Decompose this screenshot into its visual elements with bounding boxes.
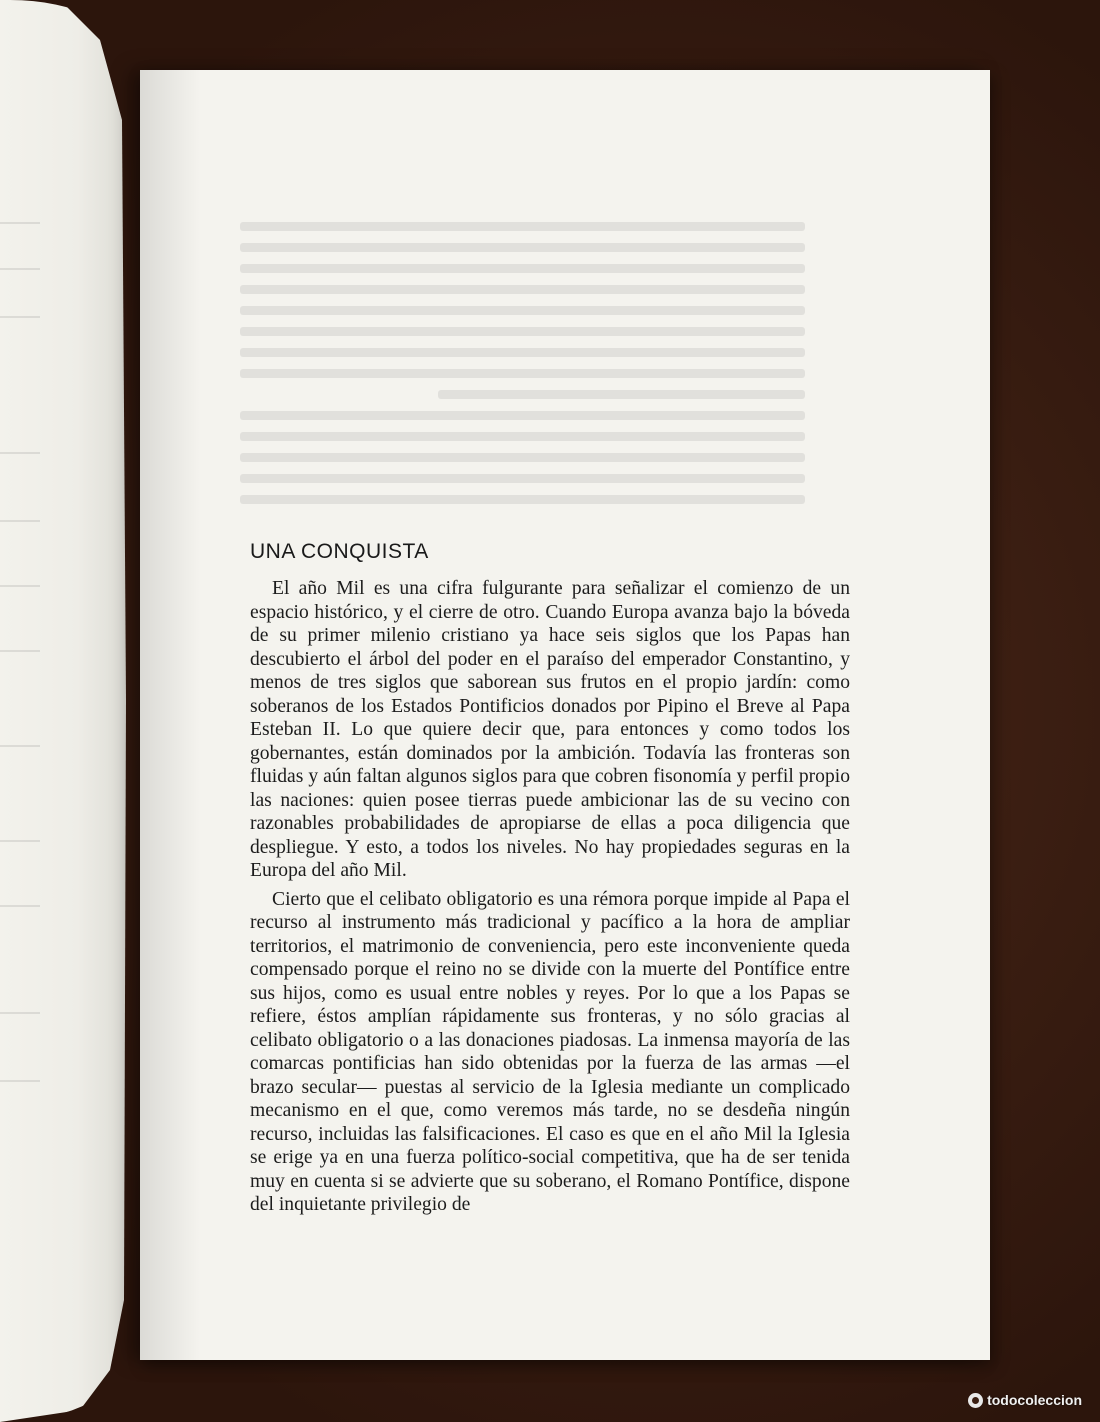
facing-page-edge xyxy=(0,0,130,1422)
bleed-line xyxy=(0,905,40,907)
bleed-line xyxy=(0,585,40,587)
bleed-line xyxy=(0,222,40,224)
show-through-text xyxy=(240,222,805,516)
bleed-line xyxy=(0,452,40,454)
site-watermark xyxy=(968,1392,1082,1408)
body-paragraph: Cierto que el celibato obligatorio es una rémora porque impide al Papa el recurso al instrumento más tradicional y pacífico a la hora de ampliar territorios, el matrimonio de conveniencia, pero este inconveniente queda compensado porque el reino no se divide con la muerte del Pontífice entre sus hijos, como es usual entre nobles y reyes. Por lo que a los Papas se refiere, éstos amplían rápidamente sus fronteras, y no sólo gracias al celibato obligatorio o a las donaciones piadosas. La inmensa mayoría de las comarcas pontificias han sido obtenidas por la fuerza de las armas —el brazo secular— puestas al servicio de la Iglesia mediante un complicado mecanismo en el que, como veremos más tarde, no se desdeña ningún recurso, incluidas las falsificaciones. El caso es que en el año Mil la Iglesia se erige ya en una fuerza político-social competitiva, que ha de ser tenida muy en cuenta si se advierte que su soberano, el Romano Pontífice, dispone del inquietante privilegio de xyxy=(250,888,850,1215)
book-page xyxy=(140,70,990,1360)
bleed-line xyxy=(0,650,40,652)
bleed-line xyxy=(0,840,40,842)
watermark-text: todocoleccion xyxy=(987,1392,1082,1408)
bleed-line xyxy=(0,520,40,522)
bleed-line xyxy=(0,268,40,270)
watermark-logo-icon xyxy=(968,1393,983,1408)
bleed-line xyxy=(0,745,40,747)
bleed-line xyxy=(0,1012,40,1014)
bleed-line xyxy=(0,1080,40,1082)
bleed-line xyxy=(0,316,40,318)
section-heading: UNA CONQUISTA xyxy=(250,540,429,563)
body-paragraph: El año Mil es una cifra fulgurante para señalizar el comienzo de un espacio histórico, y el cierre de otro. Cuando Europa avanza bajo la bóveda de su primer milenio cristiano ya hace seis siglos que los Papas han descubierto el árbol del poder en el paraíso del emperador Constantino, y menos de tres siglos que saborean sus frutos en el propio jardín: como soberanos de los Estados Pontificios donados por Pipino el Breve al Papa Esteban II. Lo que quiere decir que, para entonces y como todos los gobernantes, están dominados por la ambición. Todavía las fronteras son fluidas y aún faltan algunos siglos para que cobren fisonomía y perfil propio las naciones: quien posee tierras puede ambicionar las de su vecino con razonables probabilidades de apropiarse de ellas a poca diligencia que despliegue. Y esto, a todos los niveles. No hay propiedades seguras en la Europa del año Mil. xyxy=(250,578,850,881)
page-content xyxy=(250,540,850,1217)
